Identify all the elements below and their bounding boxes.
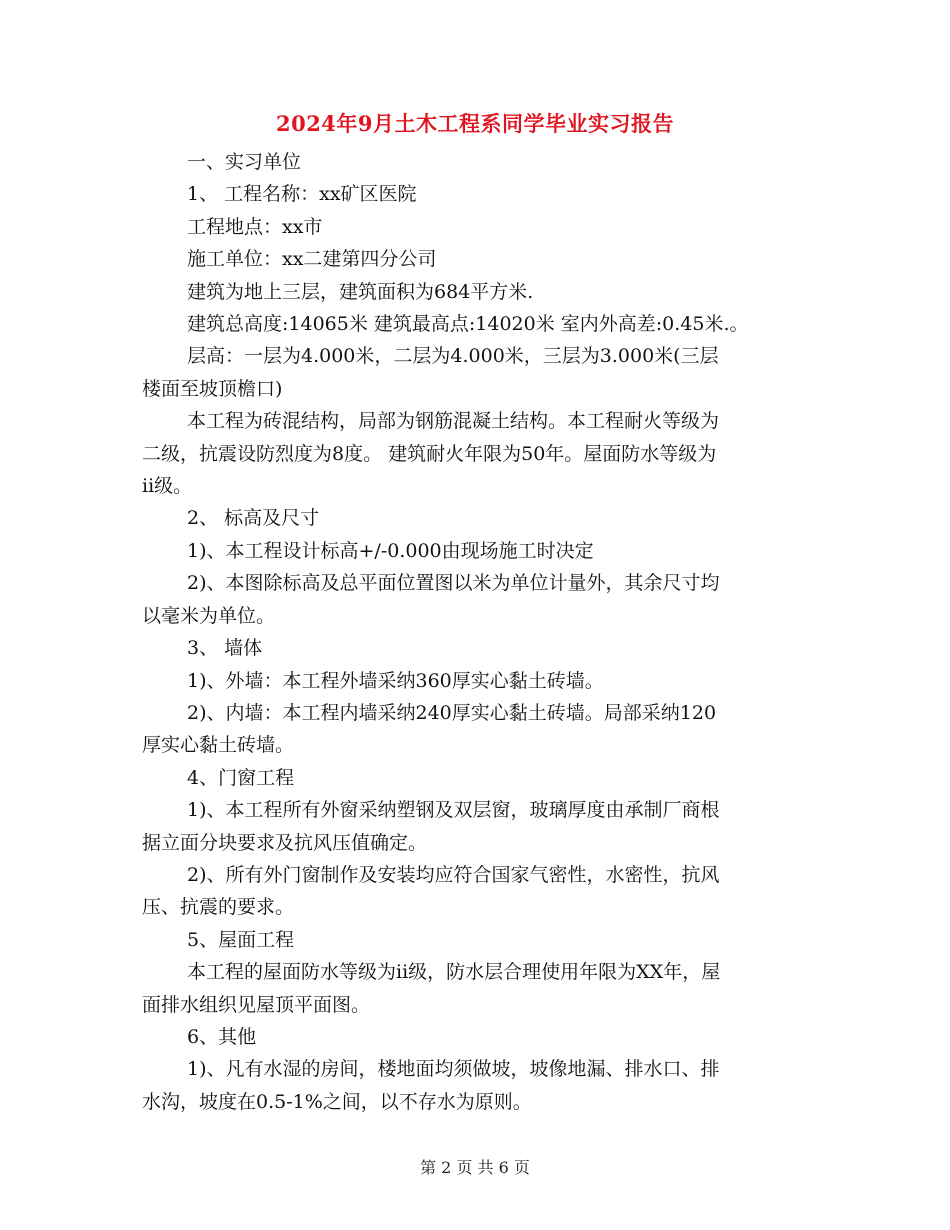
- text-line-continued: 据立面分块要求及抗风压值确定。: [142, 831, 428, 854]
- text-line-continued: ii级。: [142, 475, 193, 498]
- text-line-continued: 厚实心黏土砖墙。: [142, 734, 295, 757]
- text-line-continued: 水沟，坡度在0.5-1%之间，以不存水为原则。: [142, 1090, 532, 1113]
- document-title: 2024年9月土木工程系同学毕业实习报告: [275, 111, 675, 136]
- text-line: 1)、本工程设计标高+/-0.000由现场施工时决定: [187, 539, 594, 562]
- text-line: 本工程的屋面防水等级为ii级，防水层合理使用年限为XX年，屋: [187, 961, 721, 984]
- section-heading: 3、 墙体: [187, 637, 263, 660]
- section-heading: 5、屋面工程: [187, 928, 295, 951]
- text-line: 1)、凡有水湿的房间，楼地面均须做坡，坡像地漏、排水口、排: [187, 1058, 720, 1081]
- text-line: 2)、本图除标高及总平面位置图以米为单位计量外，其余尺寸均: [187, 572, 720, 595]
- text-line: 2)、所有外门窗制作及安装均应符合国家气密性，水密性，抗风: [187, 863, 720, 886]
- text-line: 建筑为地上三层，建筑面积为684平方米.: [187, 280, 534, 303]
- section-heading: 一、实习单位: [187, 151, 302, 173]
- text-line: 2)、内墙：本工程内墙采纳240厚实心黏土砖墙。局部采纳120: [187, 701, 717, 724]
- page-number-footer: 第 2 页 共 6 页: [420, 1158, 530, 1177]
- text-line-continued: 以毫米为单位。: [142, 604, 276, 627]
- text-line: 层高：一层为4.000米，二层为4.000米，三层为3.000米(三层: [187, 345, 719, 368]
- text-line: 本工程为砖混结构，局部为钢筋混凝土结构。本工程耐火等级为: [187, 410, 720, 433]
- text-line-continued: 压、抗震的要求。: [142, 896, 295, 919]
- text-line: 1)、外墙：本工程外墙采纳360厚实心黏土砖墙。: [187, 669, 604, 692]
- text-line: 工程地点：xx市: [187, 215, 323, 238]
- section-heading: 6、其他: [187, 1025, 257, 1048]
- document-body: [142, 146, 822, 1118]
- text-line-continued: 二级，抗震设防烈度为8度。 建筑耐火年限为50年。屋面防水等级为: [142, 442, 717, 465]
- text-line: 建筑总高度:14065米 建筑最高点:14020米 室内外高差:0.45米.。: [187, 313, 749, 336]
- section-heading: 2、 标高及尺寸: [187, 507, 320, 530]
- text-line: 施工单位：xx二建第四分公司: [187, 248, 437, 271]
- text-line: 1)、本工程所有外窗采纳塑钢及双层窗，玻璃厚度由承制厂商根: [187, 799, 720, 822]
- text-line-continued: 面排水组织见屋顶平面图。: [142, 993, 371, 1016]
- text-line: 1、 工程名称：xx矿区医院: [187, 183, 417, 206]
- text-line-continued: 楼面至坡顶檐口): [142, 377, 283, 400]
- section-heading: 4、门窗工程: [187, 766, 295, 789]
